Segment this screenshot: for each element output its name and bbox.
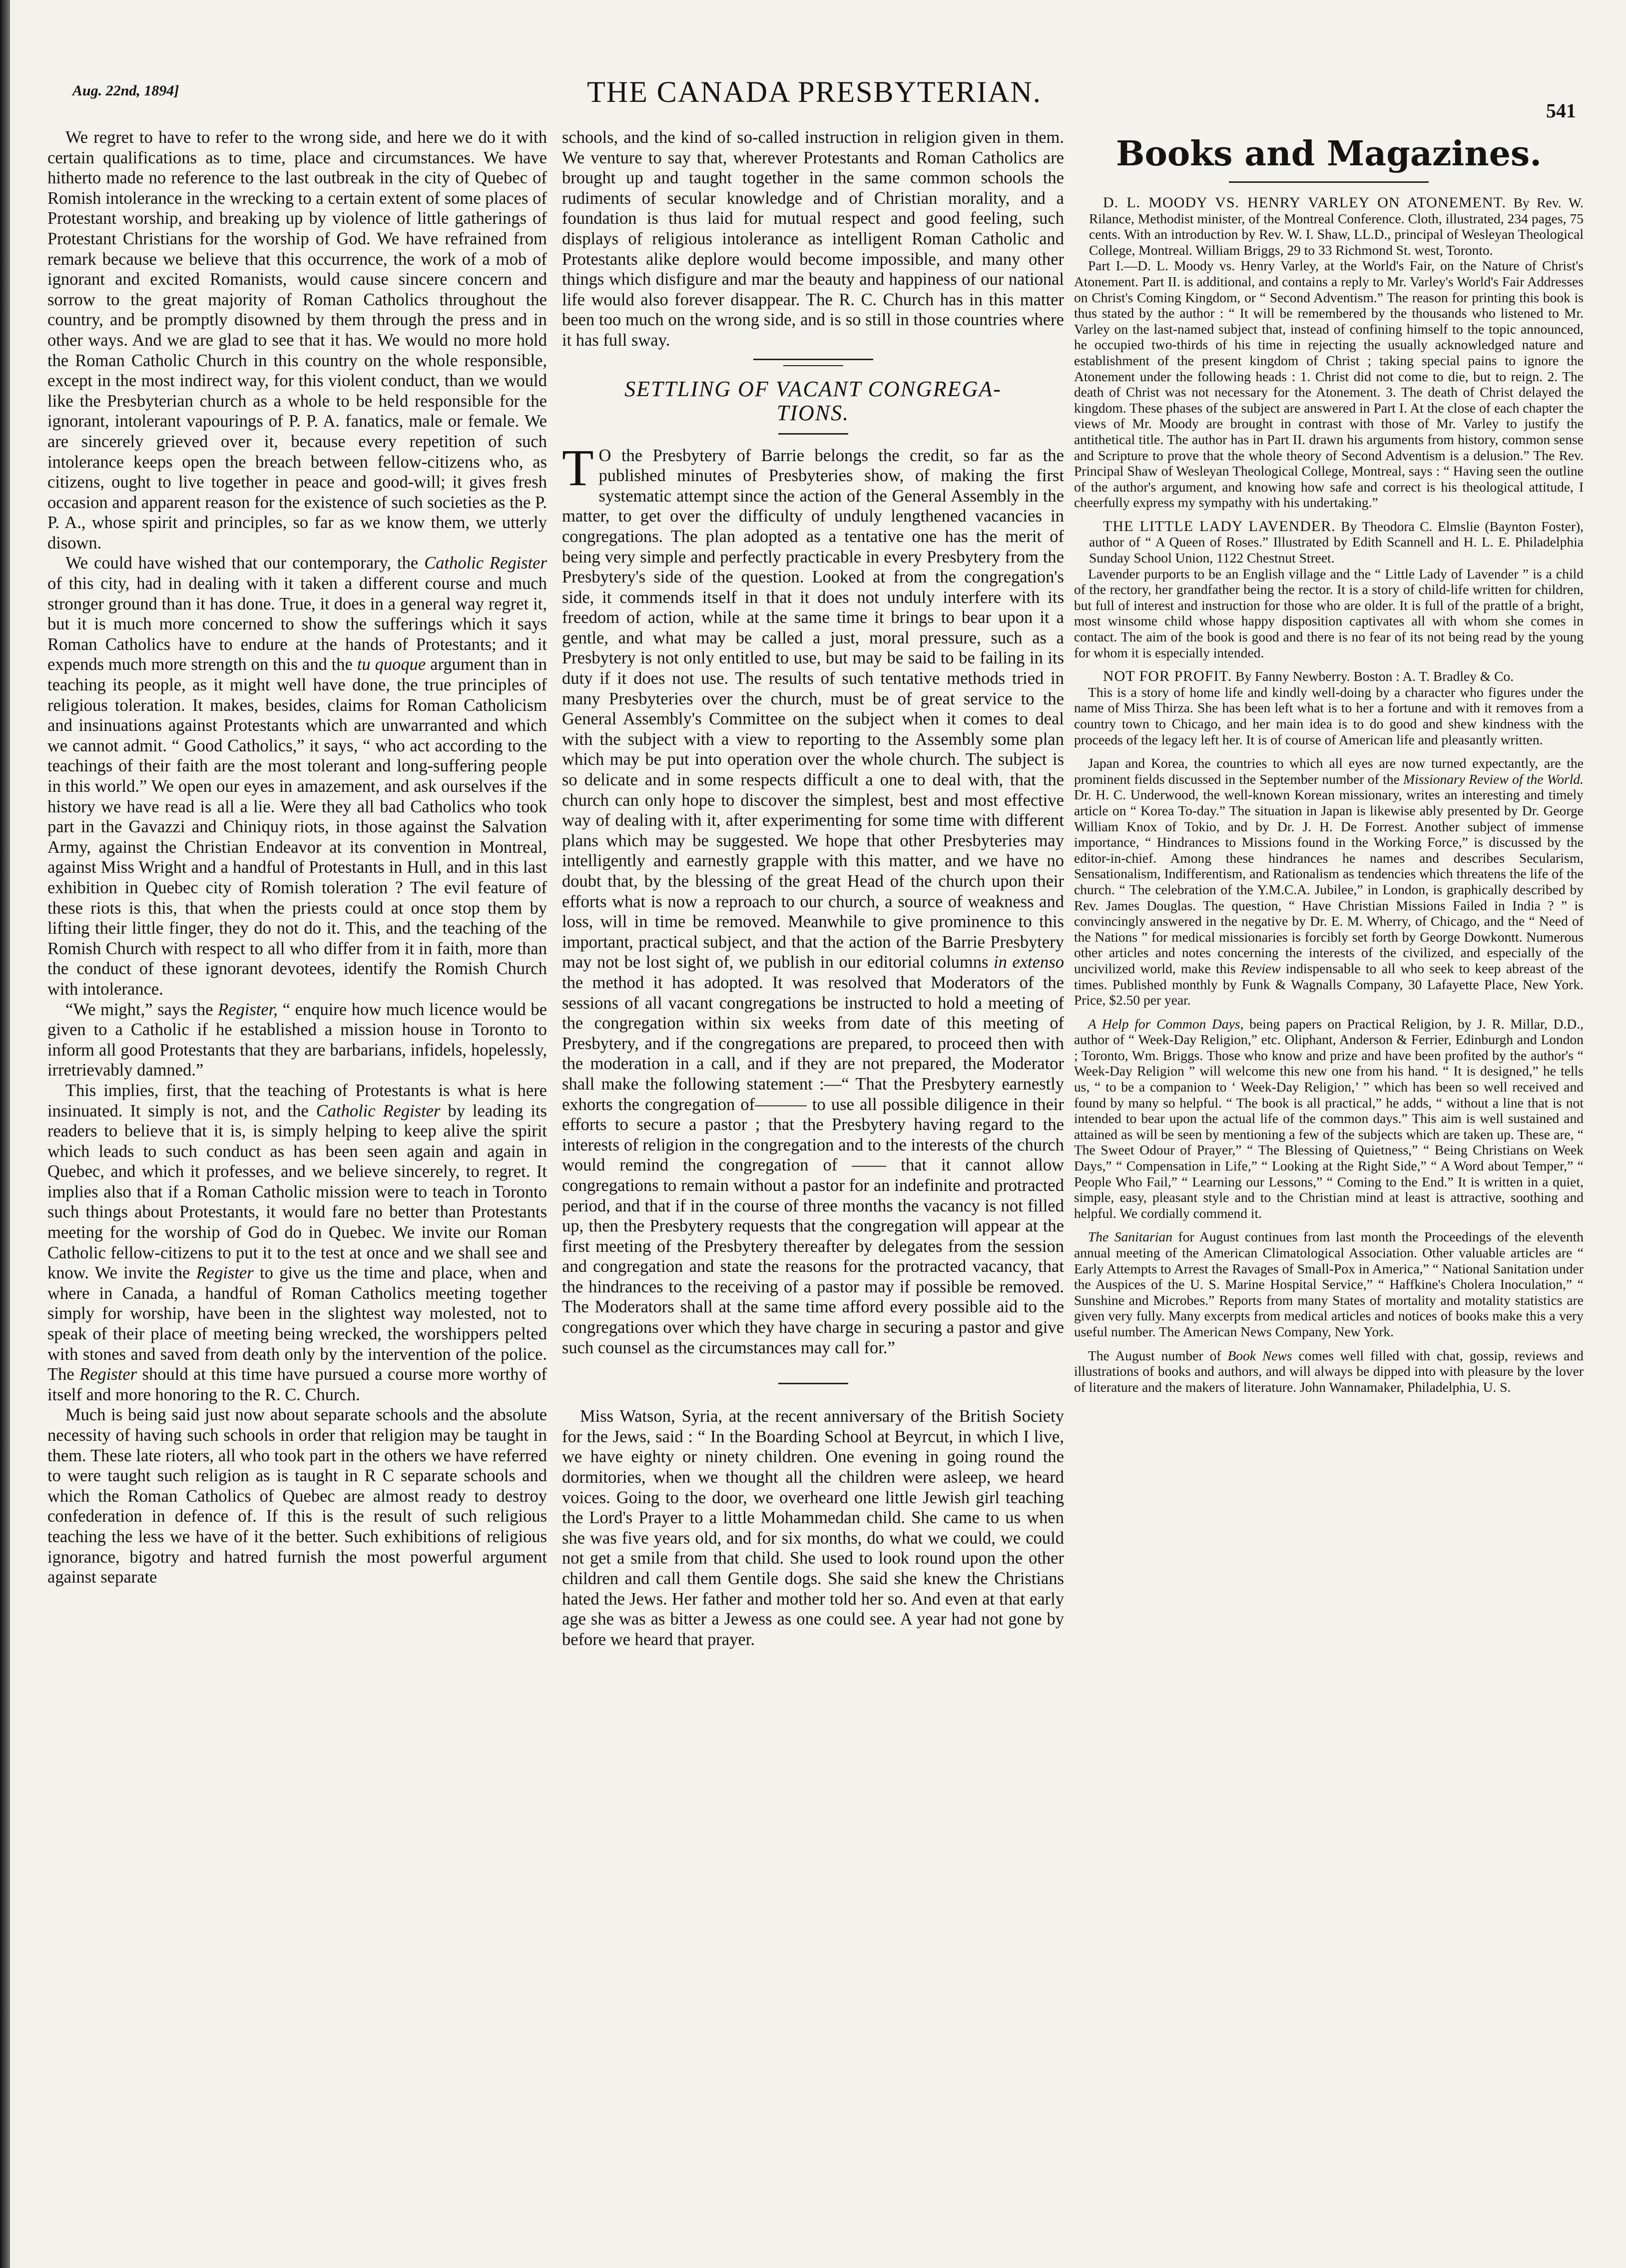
latin-phrase: tu quoque (357, 655, 426, 674)
latin-phrase: in extenso (994, 953, 1064, 972)
book-review-body: Part I.—D. L. Moody vs. Henry Varley, at the World's Fair, on the Nature of Christ's Atonement. Part II. is additional, and contains a reply to Mr. Varley's World's Fair Addresses on Christ's Coming Kingdom, or “ Second Adventism.” The reason for printing this book is thus stated by the author : “ It will be remembered by the thousands who listened to Mr. Varley on the last-named subject that, instead of confining himself to the topic announced, he occupied two-thirds of his time in rejecting the usually acknowledged nature and establishment of the present kingdom of Christ ; taking special pains to ignore the Atonement under the following heads : 1. Christ did not come to die, but to reign. 2. The death of Christ was not necessary for the Atonement. 3. The death of Christ delayed the kingdom. These phases of the subject are answered in Part I. At the close of each chapter the views of Mr. Moody are brought in contrast with those of Mr. Varley to justify the antithetical title. The author has in Part II. drawn his arguments from history, common sense and Scripture to prove that the whole theory of Second Adventism is a delusion.” The Rev. Principal Shaw of Wesleyan Theological College, Montreal, says : “ Having seen the outline of the author's argument, and knowing how safe and correct is his theological attitude, I cheerfully express my sympathy with his undertaking.” (1074, 258, 1584, 511)
column-2 (562, 127, 1064, 1650)
divider (778, 1383, 848, 1384)
paragraph-we-might (47, 1000, 547, 1081)
ornamental-rule (753, 359, 873, 366)
text-run: being papers on Practical Religion, by J. R. Millar, D.D., author of “ Week-Day Religion,” etc. Oliphant, Anderson & Ferrier, Edinburgh and London ; Toronto, Wm. Briggs. Those who know and prize and have been profited by the author's “ Week-Day Religion ” will welcome this new one from his hand. “ It is designed,” he tells us, “ to be a companion to ‘ Week-Day Religion,’ ” which has been so well received and found by many so helpful. “ The book is all practical,” he adds, “ without a line that is not intended to bear upon the actual life of the common days.” This aim is well sustained and attained as will be seen by mentioning a few of the subjects which are taken up. These are, “ The Sweet Odour of Prayer,” “ The Blessing of Quietness,” “ Being Christians on Week Days,” “ Compensation in Life,” “ Looking at the Right Side,” “ A Word about Temper,” “ People Who Fail,” “ Learning our Lessons,” “ Coming to the End.” It is written in a quiet, simple, easy, pleasant style and to the Christian mind at least is attractive, soothing and helpful. We cordially commend it. (1074, 1016, 1584, 1221)
text-run: of this city, had in dealing with it taken a different course and much stronger ground than it has done. True, it does in a general way regret it, but it is much more concerned to show the sufferings which it says Roman Catholics have to endure at the hands of Protestants; and it expends much more strength on this and the (47, 574, 547, 674)
book-title: D. L. MOODY VS. HENRY VARLEY ON ATONEMENT. (1103, 194, 1507, 211)
text-run: indispensable to all who seek to keep abreast of the times. Published monthly by Funk & Wagnalls Company, 30 Lafayette Place, New York. Price, $2.50 per year. (1074, 960, 1584, 1008)
paragraph-miss-watson: Miss Watson, Syria, at the recent anniversary of the British Society for the Jews, said : “ In the Boarding School at Beyrcut, in which I live, we have eighty or ninety children. One evening in going round the dormitories, when we thought all the children were asleep, we heard voices. Going to the door, we overheard one little Jewish girl teaching the Lord's Prayer to a little Mohammedan child. She came to us when she was five years old, and for six months, do what we could, we could not get a smile from that child. She used to look round upon the other children and call them Gentile dogs. She said she knew the Christians hated the Jews. Her father and mother told her so. And even at that early age she was as bitter a Jewess as one could see. A year had not gone by before we heard that prayer. (562, 1407, 1064, 1649)
paragraph-separate-schools: Much is being said just now about separate schools and the absolute necessity of having such schools in order that religion may be taught in them. These late rioters, all who took part in the others we have referred to were taught such religion as is taught in R C separate schools and which the Roman Catholics of Quebec are almost ready to destroy confederation in defence of. If this is the result of such religious teaching the less we have of it the better. Such exhibitions of religious ignorance, bigotry and hatred furnish the most powerful argument against separate (47, 1405, 547, 1587)
drop-cap: T (562, 439, 594, 497)
paragraph-quebec-riots: We regret to have to refer to the wrong side, and here we do it with certain qualifications as to time, place and circumstances. We have hitherto made no reference to the last outbreak in the city of Quebec of Romish intolerance in the wrecking to a certain extent of some places of Protestant worship, and breaking up by violence of little gatherings of Protestant Christians for the worship of God. We have refrained from remark because we believe that this occurrence, the work of a mob of ignorant and excited Romanists, would cause sincere concern and sorrow to the great majority of Roman Catholics throughout the country, and be promptly disowned by them through the press and in other ways. And we are glad to see that it has. We would no more hold the Roman Catholic Church in this country on the whole responsible, except in the most indirect way, for this violent conduct, than we would like the Presbyterian church as a whole to be held responsible for the ignorant, intolerant vapourings of P. P. A. fanatics, male or female. We are sincerely grieved over it, because every repetition of such intolerance keeps open the breach between fellow-citizens who, as citizens, ought to live together in peace and good-will; it gives fresh occasion and apparent reason for the existence of such societies as the P. P. A., whose spirit and principles, so far as we know them, we utterly disown. (47, 128, 547, 553)
ornamental-rule (753, 433, 873, 435)
text-run: The August number of (1088, 1347, 1228, 1363)
magazine-title: Review (1241, 960, 1281, 976)
article-title-line-2: TIONS. (776, 400, 850, 425)
book-meta: By Theodora C. Elmslie (Baynton Foster), author of “ A Queen of Roses.” Illustrated by Edith Scannell and H. L. E. Philadelphia Sunday School Union, 1122 Chestnut Street. (1089, 518, 1584, 566)
publication-name: Register (196, 1263, 254, 1283)
magazine-review (1074, 1348, 1584, 1395)
paragraph-schools-continued: schools, and the kind of so-called instruction in religion given in them. We venture to say that, wherever Protestants and Roman Catholics are brought up and taught together in the same common schools the rudiments of secular knowledge and of Christian morality, and a foundation is thus laid for mutual respect and good feeling, such displays of religious intolerance as intelligent Roman Catholic and Protestants alike deplore would become impossible, and many other things which disfigure and mar the beauty and happiness of our national life would also forever disappear. The R. C. Church has in this matter been too much on the wrong side, and is so still in those countries where it has full sway. (562, 128, 1064, 350)
text-run: comes well filled with chat, gossip, reviews and illustrations of books and authors, and will always be dipped into with pleasure by the lover of literature and the makers of literature. John Wannamaker, Philadelphia, U. S. (1074, 1347, 1584, 1395)
publication-name: Catholic Register (424, 554, 547, 573)
book-title: NOT FOR PROFIT. (1103, 668, 1232, 685)
column-3 (1074, 127, 1584, 1395)
text-run: “We might,” says the (65, 1000, 218, 1019)
column-1 (47, 127, 547, 1588)
book-review-heading (1074, 668, 1584, 684)
scan-edge (0, 0, 10, 2268)
paragraph-barrie-presbytery (562, 439, 1064, 1358)
publication-name: Register, (218, 1000, 278, 1019)
text-run: This implies, first, that the teaching of Protestants is what is here insinuated. It simply is not, and the (47, 1081, 547, 1121)
book-meta: By Fanny Newberry. Boston : A. T. Bradley & Co. (1235, 668, 1514, 684)
text-run: should at this time have pursued a course more worthy of itself and more honoring to the R. C. Church. (47, 1365, 547, 1404)
paragraph-catholic-register (47, 553, 547, 999)
publication-name: Register (79, 1365, 137, 1384)
article-title (562, 377, 1064, 425)
book-review (1074, 1016, 1584, 1221)
book-review-heading (1074, 195, 1584, 258)
text-run: O the Presbytery of Barrie belongs the credit, so far as the published minutes of Presbyteries show, of making the first systematic attempt since the action of the General Assembly in the matter, to get over the difficulty of unduly lengthened vacancies in congregations. The plan adopted as a tentative one has the merit of being very simple and perfectly practicable in every Presbytery from the Presbytery's side of the question. Looked at from the congregation's side, it commends itself in that it does not unduly interfere with its freedom of action, while at the same time it brings to bear upon it a gentle, and what may be called a just, moral pressure, such as a Presbytery is not only entitled to use, but may be said to be failing in its duty if it does not use. The results of such tentative methods tried in many Presbyteries over the church, must be of great service to the General Assembly's Committee on the subject when it comes to deal with the subject with a view to reporting to the Assembly some plan which may be put into operation over the whole church. The subject is so delicate and in some respects difficult a one to deal with, that the church can only hope to discover the simplest, best and most effective way of dealing with it, after experimenting for some time with different plans which may be suggested. We hope that other Presbyteries may intelligently and earnestly grapple with this matter, and we have no doubt that, by the blessing of the great Head of the church upon their efforts what is now a reproach to our church, a source of weakness and loss, will in time be removed. Meanwhile to give prominence to this important, practical subject, and that the action of the Barrie Presbytery may not be lost sight of, we publish in our editorial columns (562, 446, 1064, 972)
book-review-body: This is a story of home life and kindly well-doing by a character who figures under the name of Miss Thirza. She has been left what is to her a fortune and with it removes from a country town to Chicago, and her main idea is to do good and shew kindness with the proceeds of the legacy left her. It is of course of American life and pleasantly written. (1074, 684, 1584, 747)
section-rule (1229, 181, 1429, 183)
book-review-body: Lavender purports to be an English village and the “ Little Lady of Lavender ” is a child of the rectory, her grandfather being the rector. It is a story of child-life written for children, but full of interest and instruction for those who are older. It is full of the prattle of a bright, most winsome child whose happy disposition captivates all with whom she comes in contact. The aim of the book is good and there is no fear of its not being read by the young for whom it is especially intended. (1074, 566, 1584, 660)
book-title: THE LITTLE LADY LAVENDER. (1103, 518, 1336, 535)
book-review-heading (1074, 519, 1584, 566)
publication-name: Catholic Register (316, 1101, 441, 1121)
text-run: We could have wished that our contemporary, the (65, 554, 425, 573)
page-number: 541 (1546, 99, 1576, 122)
magazine-title: Missionary Review of the World. (1403, 771, 1584, 787)
magazine-title: Book News (1227, 1347, 1292, 1363)
text-run: Dr. H. C. Underwood, the well-known Korean missionary, writes an interesting and timely article on “ Korea To-day.” The situation in Japan is likewise ably presented by Dr. George William Knox of Tokio, and by Dr. J. H. De Forrest. Another subject of immense importance, “ Hindrances to Missions found in the Working Force,” is discussed by the editor-in-chief. Among these hindrances he names and describes Secularism, Sensationalism, Indifferentism, and Rationalism as tendencies which threatens the life of the church. “ The celebration of the Y.M.C.A. Jubilee,” in London, is graphically described by Rev. James Douglas. The question, “ Have Christian Missions Failed in India ? ” is convincingly answered in the negative by Dr. E. M. Wherry, of Chicago, and the “ Need of the Nations ” for medical missionaries is forcibly set forth by George Dowkontt. Numerous other articles and notes concerning the interests of the civilized, and especially of the uncivilized world, make this (1074, 787, 1584, 976)
text-run: by leading its readers to believe that it is, is simply helping to keep alive the spirit which leads to such conduct as has been seen again and again in Quebec, and which it professes, and we believe sincerely, to regret. It implies also that if a Roman Catholic mission were to teach in Toronto such things about Protestants, it would fare no better than Protestants meeting for the worship of God do in Quebec. We invite our Roman Catholic fellow-citizens to put it to the test at once and we shall see and know. We invite the (47, 1101, 547, 1283)
book-title: A Help for Common Days, (1088, 1016, 1244, 1032)
text-run: the method it has adopted. It was resolved that Moderators of the sessions of all vacant congregations be instructed to hold a meeting of the congregation within six weeks from date of this meeting of Presbytery, and if the congregations are prepared, to proceed then with the moderation in a call, and if they are not prepared, the Moderator shall make the following statement :—“ That the Presbytery earnestly exhorts the congregation of——— to use all possible diligence in their efforts to secure a pastor ; that the Presbytery having regard to the interests of religion in the congregation and to the interests of the church would remind the congregation of —— that it cannot allow congregations to remain without a pastor for an indefinite and protracted period, and that if in the course of three months the vacancy is not filled up, then the Presbytery requests that the congregation will appear at the first meeting of the Presbytery thereafter by delegates from the session and congregation and state the reasons for the protracted vacancy, that the hindrances to the receiving of a pastor may if possible be removed. The Moderators shall at the same time afford every possible aid to the congregations over which they have charge in securing a pastor and give such counsel as the circumstances may call for.” (562, 973, 1064, 1357)
text-run: “ enquire how much licence would be given to a Catholic if he established a mission house in Toronto to inform all good Protestants that they are barbarians, infidels, hopelessly, irretrievably damned.” (47, 1000, 547, 1080)
paragraph-this-implies (47, 1081, 547, 1405)
text-run: argument than in teaching its people, as it might well have done, the true principles of religious toleration. It makes, besides, claims for Roman Catholicism and insinuations against Protestants which are unwarranted and which we cannot admit. “ Good Catholics,” it says, “ who act according to the teachings of their faith are the most tolerant and long-suffering people in this world.” We open our eyes in amazement, and ask ourselves if the history we have read is all a lie. Were they all bad Catholics who took part in the Gavazzi and Chiniquy riots, in those against the Salvation Army, against the Christian Endeavor at its convention in Montreal, against Miss Wright and a handful of Protestants in Hull, and in this last exhibition in Quebec city of Romish toleration ? The evil feature of these riots is this, that when the priests could at once stop them by lifting their little finger, they do not do it. This, and the teaching of the Romish Church with respect to all who differ from it in faith, more than the conduct of these ignorant devotees, identify the Romish Church with intolerance. (47, 655, 547, 999)
section-heading: Books and Magazines. (1115, 134, 1542, 174)
magazine-review (1074, 1229, 1584, 1339)
book-meta: By Rev. W. Rilance, Methodist minister, of the Montreal Conference. Cloth, illustrated, 234 pages, 75 cents. With an introduction by Rev. W. I. Shaw, LL.D., principal of Wesleyan Theological College, Montreal. William Briggs, 29 to 33 Richmond St. west, Toronto. (1089, 195, 1584, 258)
magazine-title: The Sanitarian (1088, 1229, 1173, 1245)
text-run: to give us the time and place, when and where in Canada, a handful of Roman Catholics meeting together simply for worship, have been in the slightest way molested, not to speak of their place of meeting being wrecked, the worshippers pelted with stones and saved from death only by the intervention of the police. The (47, 1263, 547, 1384)
text-run: for August continues from last month the Proceedings of the eleventh annual meeting of the American Climatological Association. Other valuable articles are “ Early Attempts to Arrest the Ravages of Small-Pox in America,” “ National Sanitation under the Auspices of the U. S. Marine Hospital Service,” “ Haffkine's Cholera Inoculation,” “ Sunshine and Microbes.” Reports from many States of mortality and motality statistics are given very fully. Many excerpts from medical articles and notices of books make this a very useful number. The American News Company, New York. (1074, 1229, 1584, 1339)
text-run: Japan and Korea, the countries to which all eyes are now turned expectantly, are the prominent fields discussed in the September number of the (1074, 755, 1584, 787)
issue-date: Aug. 22nd, 1894] (72, 82, 179, 99)
masthead: THE CANADA PRESBYTERIAN. (587, 75, 1042, 108)
article-title-line-1: SETTLING OF VACANT CONGREGA- (624, 376, 1002, 401)
magazine-review (1074, 755, 1584, 1008)
